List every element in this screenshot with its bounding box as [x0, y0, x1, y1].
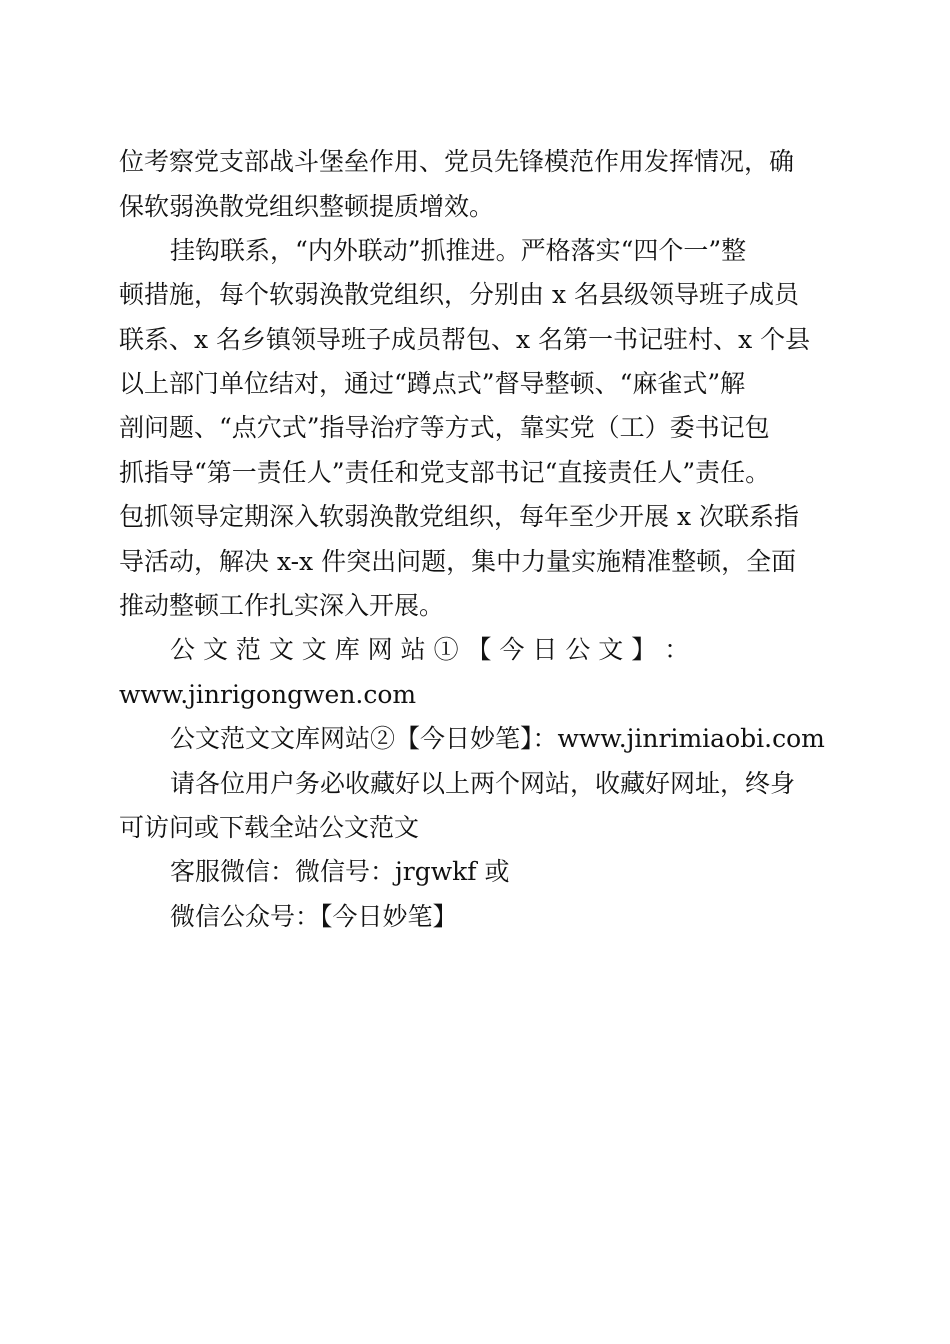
contact-line: 客服微信：微信号：jrgwkf 或	[170, 857, 510, 886]
text-line: 以上部门单位结对，通过“蹲点式”督导整顿、“麻雀式”解	[119, 369, 746, 398]
text-line: 位考察党支部战斗堡垒作用、党员先锋模范作用发挥情况，确	[119, 147, 795, 176]
text-line: 请各位用户务必收藏好以上两个网站，收藏好网址，终身	[170, 769, 796, 798]
text-line: 推动整顿工作扎实深入开展。	[119, 591, 445, 620]
contact-line: 微信公众号：【今日妙笔】	[170, 902, 458, 931]
website-line: 公 文 范 文 文 库 网 站 ① 【 今 日 公 文 】 ：	[170, 635, 690, 664]
text-line: 抓指导“第一责任人”责任和党支部书记“直接责任人”责任。	[119, 458, 771, 487]
text-line: 挂钩联系，“内外联动”抓推进。严格落实“四个一”整	[170, 236, 747, 265]
website-line: 公文范文文库网站②【今日妙笔】：www.jinrimiaobi.com	[170, 724, 825, 753]
text-line: 剖问题、“点穴式”指导治疗等方式，靠实党（工）委书记包	[119, 413, 770, 442]
text-line: 包抓领导定期深入软弱涣散党组织，每年至少开展 x 次联系指	[119, 502, 799, 531]
website-url-link[interactable]: www.jinrigongwen.com	[119, 680, 417, 709]
text-line: 联系、x 名乡镇领导班子成员帮包、x 名第一书记驻村、x 个县	[119, 325, 811, 354]
text-line: 顿措施，每个软弱涣散党组织，分别由 x 名县级领导班子成员	[119, 280, 799, 309]
text-line: 可访问或下载全站公文范文	[119, 813, 420, 842]
text-line: 保软弱涣散党组织整顿提质增效。	[119, 192, 495, 221]
text-line: 导活动，解决 x-x 件突出问题，集中力量实施精准整顿，全面	[119, 547, 797, 576]
